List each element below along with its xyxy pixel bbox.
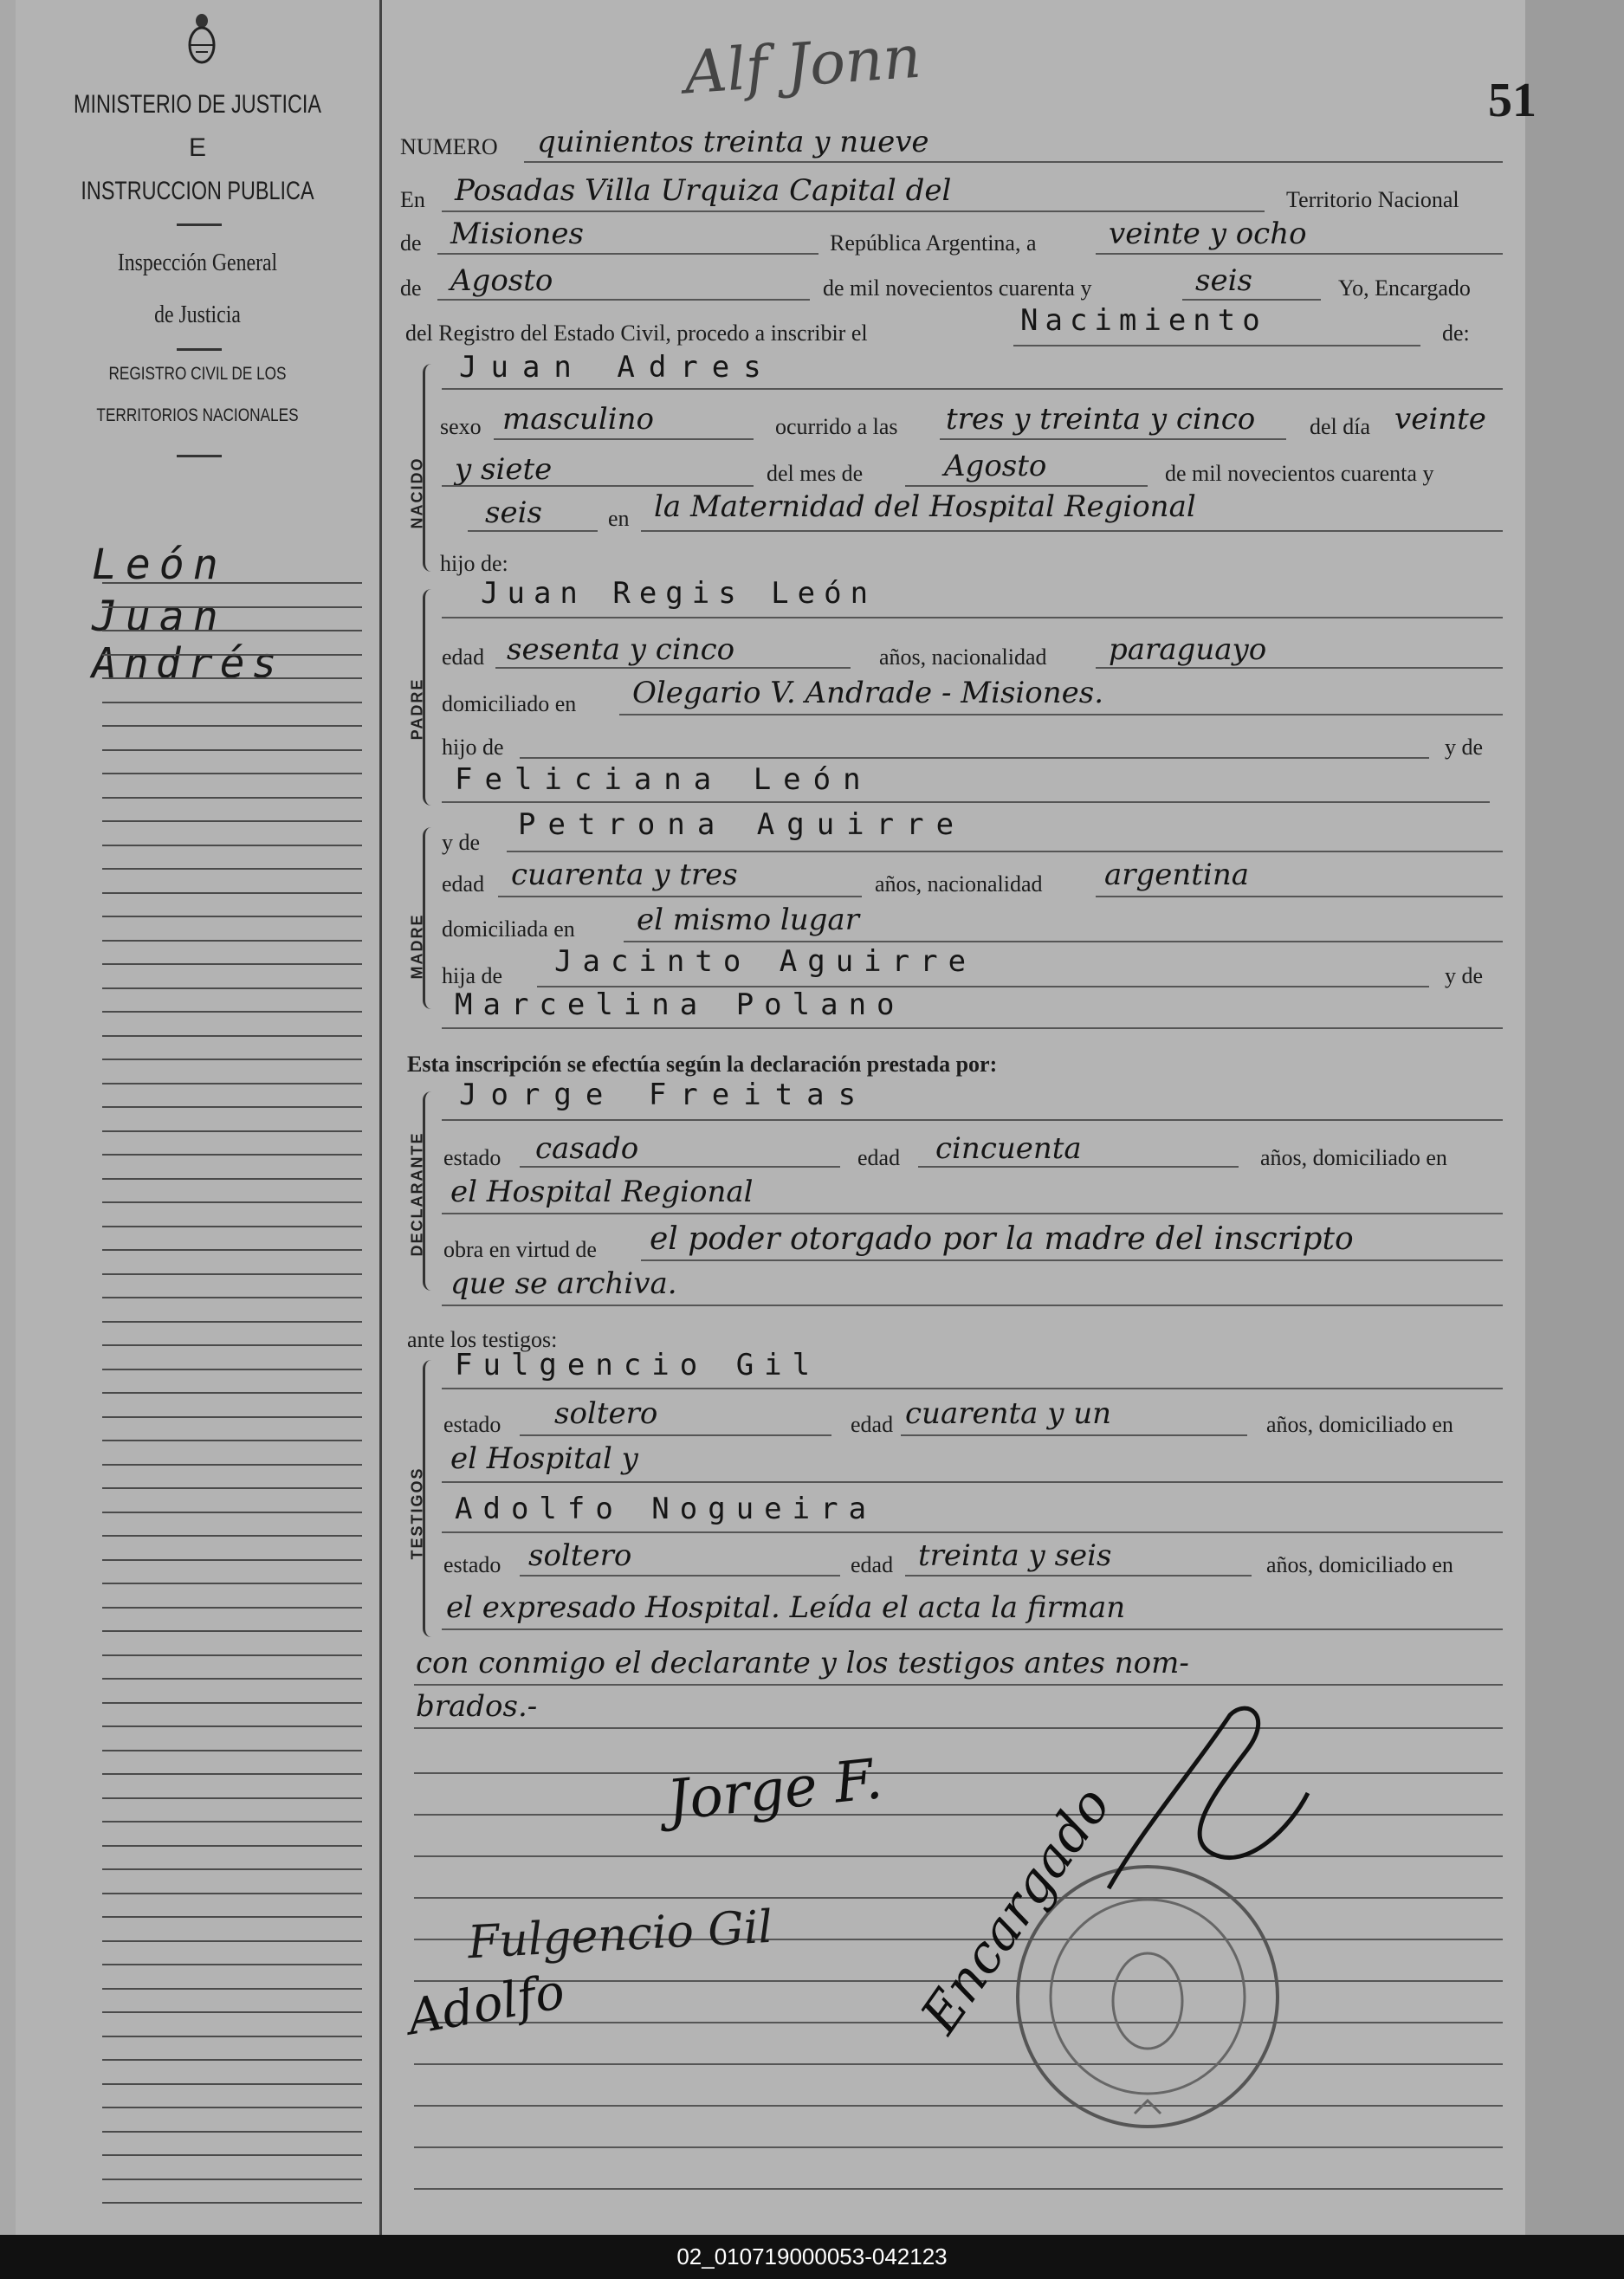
declaracion-intro: Esta inscripción se efectúa según la declaración prestada por:: [407, 1052, 998, 1077]
padre-nombre: Juan Regis León: [481, 576, 877, 611]
rule: [437, 253, 818, 255]
testigo2-edad: treinta y seis: [918, 1538, 1112, 1573]
margin-rule: [102, 749, 362, 751]
signature-rule: [414, 1855, 1503, 1857]
margin-rule: [102, 1011, 362, 1013]
testigos-intro: ante los testigos:: [407, 1327, 558, 1352]
padre-dom-label: domiciliado en: [442, 691, 577, 716]
obra-value-2: que se archiva.: [450, 1266, 677, 1301]
margin-rule: [102, 1964, 362, 1965]
margin-rule: [102, 1893, 362, 1894]
margin-rule: [102, 606, 362, 608]
margin-rule: [102, 1750, 362, 1751]
rule: [414, 1727, 1503, 1729]
margin-rule: [102, 654, 362, 656]
rule: [524, 161, 1503, 163]
rule: [641, 530, 1503, 532]
rule: [901, 1434, 1247, 1436]
padre-nac-label: años, nacionalidad: [879, 644, 1047, 670]
declarante-nombre: Jorge Freitas: [459, 1078, 870, 1112]
declarante-edad-value: cincuenta: [935, 1131, 1082, 1166]
testigos-side-label: TESTIGOS: [408, 1466, 426, 1560]
signature-rule: [414, 1772, 1503, 1774]
cierre-linea-1: con conmigo el declarante y los testigos antes nom-: [416, 1646, 1189, 1680]
testigo2-estado: soltero: [528, 1538, 632, 1573]
madre-nombre: Petrona Aguirre: [518, 807, 967, 842]
rule: [498, 896, 862, 897]
signature-rule: [414, 2063, 1503, 2065]
margin-rule: [102, 2036, 362, 2037]
margin-rule: [102, 1797, 362, 1799]
cierre-linea-2: brados.-: [416, 1689, 538, 1724]
margin-rule: [102, 2131, 362, 2133]
territorio-label: Territorio Nacional: [1286, 187, 1459, 212]
testigo1-dom: el Hospital y: [450, 1441, 638, 1476]
rule: [442, 1119, 1503, 1121]
rule: [507, 851, 1503, 852]
madre-yde-label: y de: [442, 830, 481, 855]
signature-rule: [414, 2188, 1503, 2190]
de2-label: de: [400, 275, 422, 301]
hijo-label: hijo de:: [440, 551, 508, 576]
nacido-nombre: Juan Adres: [459, 350, 775, 385]
margin-rule: [102, 2083, 362, 2085]
margin-rule: [102, 1607, 362, 1609]
margin-rule: [102, 1130, 362, 1132]
margin-rule: [102, 1559, 362, 1561]
margin-rule: [102, 1392, 362, 1394]
margin-rule: [102, 1201, 362, 1203]
margin-name-surname: León: [92, 541, 227, 589]
margin-rule: [102, 820, 362, 822]
margin-rule: [102, 1369, 362, 1370]
margin-rule: [102, 2179, 362, 2180]
inspection-line-2: de Justicia: [154, 301, 241, 328]
margin-rule: [102, 892, 362, 894]
margin-rule: [102, 1725, 362, 1727]
rule: [905, 485, 1148, 487]
margin-rule: [102, 630, 362, 631]
padre-dom-value: Olegario V. Andrade - Misiones.: [632, 676, 1104, 710]
rule: [940, 438, 1286, 440]
margin-rule: [102, 940, 362, 942]
registry-line-2: TERRITORIOS NACIONALES: [96, 405, 299, 425]
margin-rule: [102, 773, 362, 774]
madre-yde2-label: y de: [1445, 963, 1484, 988]
rule: [442, 388, 1503, 390]
nacido-side-label: NACIDO: [408, 456, 426, 529]
margin-rule: [102, 916, 362, 917]
signature-rule: [414, 2105, 1503, 2107]
margin-rule: [102, 963, 362, 965]
sexo-value: masculino: [502, 402, 655, 437]
margin-rule: [102, 1464, 362, 1466]
margin-rule: [102, 845, 362, 846]
margin-rule: [102, 1083, 362, 1084]
margin-rule: [102, 1845, 362, 1847]
de-label: de: [400, 230, 422, 256]
ministry-line-3: INSTRUCCION PUBLICA: [81, 177, 314, 205]
abuela-materna: Marcelina Polano: [455, 987, 905, 1022]
margin-rule: [102, 1440, 362, 1441]
margin-rule: [102, 2059, 362, 2061]
margin-rule: [102, 1344, 362, 1346]
margin-rule: [102, 582, 362, 584]
madre-edad-label: edad: [442, 871, 485, 897]
declarante-estado-label: estado: [443, 1145, 501, 1170]
madre-nac-value: argentina: [1104, 858, 1250, 892]
padre-nac-value: paraguayo: [1109, 632, 1267, 667]
margin-rule: [102, 1535, 362, 1537]
rule: [442, 1027, 1503, 1029]
rule: [437, 299, 810, 301]
dia-value-a: veinte: [1394, 402, 1486, 437]
margin-rule: [102, 2154, 362, 2156]
signature-rule: [414, 1897, 1503, 1899]
padre-edad-label: edad: [442, 644, 485, 670]
en-value: Posadas Villa Urquiza Capital del: [455, 173, 952, 208]
testigo1-dom-label: años, domiciliado en: [1266, 1412, 1453, 1437]
rule: [442, 485, 754, 487]
margin-rule: [102, 1678, 362, 1680]
ocurrido-label: ocurrido a las: [775, 414, 898, 439]
rule: [442, 1531, 1503, 1533]
testigo2-estado-label: estado: [443, 1552, 501, 1577]
rule: [1096, 896, 1503, 897]
divider: [177, 348, 222, 351]
rule: [494, 438, 754, 440]
margin-rule: [102, 1487, 362, 1489]
page-number: 51: [1488, 74, 1537, 127]
margin-rule: [102, 1297, 362, 1298]
hora-value: tres y treinta y cinco: [946, 402, 1256, 437]
margin-rule: [102, 1702, 362, 1704]
margin-rule: [102, 1773, 362, 1775]
territorio-value: Misiones: [450, 217, 584, 251]
margin-rule: [102, 1512, 362, 1513]
rule: [918, 1166, 1239, 1168]
testigo2-nombre: Adolfo Nogueira: [455, 1492, 877, 1526]
madre-edad-value: cuarenta y tres: [511, 858, 738, 892]
republica-label: República Argentina, a: [830, 230, 1037, 256]
testigo1-estado-label: estado: [443, 1412, 501, 1437]
rule: [442, 1481, 1503, 1483]
fecha-mes-value: Agosto: [450, 263, 553, 298]
rule: [520, 1434, 831, 1436]
margin-rule: [102, 1249, 362, 1251]
padre-yde-label: y de: [1445, 735, 1484, 760]
rule: [1182, 299, 1321, 301]
margin-rule: [102, 702, 362, 703]
lugar-value: la Maternidad del Hospital Regional: [654, 489, 1196, 524]
testigo2-dom: el expresado Hospital. Leída el acta la firman: [446, 1590, 1126, 1625]
numero-value: quinientos treinta y nueve: [537, 125, 929, 159]
firma-encargado: Encargado: [909, 1776, 1123, 2045]
testigo1-estado: soltero: [554, 1396, 658, 1431]
rule: [442, 617, 1503, 618]
obra-label: obra en virtud de: [443, 1237, 597, 1262]
padre-hijo-label: hijo de: [442, 735, 504, 760]
testigo1-edad-label: edad: [851, 1412, 894, 1437]
rule: [442, 1213, 1503, 1214]
margin-name-second: Andrés: [92, 639, 284, 688]
firma-testigo-1: Fulgencio Gil: [466, 1900, 774, 1970]
rule: [641, 1259, 1503, 1261]
del-dia-label: del día: [1310, 414, 1371, 439]
margin-rule: [102, 1035, 362, 1037]
numero-label: NUMERO: [400, 134, 498, 159]
rule: [1096, 253, 1503, 255]
abuela-paterna: Feliciana León: [455, 762, 873, 797]
testigo1-edad: cuarenta y un: [905, 1396, 1112, 1431]
year-value: seis: [485, 495, 542, 530]
rule: [1096, 667, 1503, 669]
ministry-line-2: E: [188, 133, 206, 162]
margin-rule: [102, 2107, 362, 2108]
margin-rule: [102, 677, 362, 679]
registro-label: del Registro del Estado Civil, procedo a inscribir el: [405, 320, 868, 346]
madre-side-label: MADRE: [408, 913, 426, 980]
rule: [442, 1388, 1503, 1389]
abuelo-materno: Jacinto Aguirre: [554, 944, 977, 979]
firma-testigo-2: Adolfo: [403, 1963, 569, 2047]
margin-rule: [102, 987, 362, 989]
margin-rule: [102, 797, 362, 799]
signature-rule: [414, 1814, 1503, 1816]
declarante-dom-label: años, domiciliado en: [1260, 1145, 1447, 1170]
tipo-acta-value: Nacimiento: [1020, 303, 1267, 338]
margin-rule: [102, 1630, 362, 1632]
margin-name-first: Juan: [92, 592, 227, 641]
rule: [520, 1575, 840, 1577]
madre-nac-label: años, nacionalidad: [875, 871, 1043, 897]
de3-label: de:: [1442, 320, 1470, 346]
margin-rule: [102, 1226, 362, 1227]
mes-label: del mes de: [767, 461, 864, 486]
margin-rule: [102, 1321, 362, 1323]
testigo1-nombre: Fulgencio Gil: [455, 1348, 821, 1382]
year-label: de mil novecientos cuarenta y: [1165, 461, 1434, 486]
registry-line-1: REGISTRO CIVIL DE LOS: [108, 364, 287, 384]
en-label: en: [608, 506, 630, 531]
margin-rule: [102, 2202, 362, 2204]
rule: [619, 714, 1503, 715]
rule: [442, 1305, 1503, 1306]
year-label: de mil novecientos cuarenta y: [823, 275, 1092, 301]
fecha-year-value: seis: [1195, 263, 1252, 298]
madre-dom-label: domiciliada en: [442, 916, 575, 942]
margin-column: [16, 0, 382, 2235]
margin-rule: [102, 1106, 362, 1108]
madre-hija-label: hija de: [442, 963, 503, 988]
testigo2-dom-label: años, domiciliado en: [1266, 1552, 1453, 1577]
firma-declarante: Jorge F.: [663, 1747, 885, 1834]
rule: [442, 210, 1265, 212]
top-scrawl: Alf Jonn: [682, 23, 923, 108]
rule: [520, 1166, 840, 1168]
margin-rule: [102, 1940, 362, 1942]
divider: [177, 455, 222, 457]
fecha-dia-value: veinte y ocho: [1109, 217, 1307, 251]
dia-value-b: y siete: [455, 452, 553, 487]
margin-rule: [102, 1059, 362, 1060]
coat-of-arms-icon: [187, 12, 217, 66]
rule: [442, 1628, 1503, 1630]
margin-rule: [102, 1416, 362, 1418]
margin-rule: [102, 1178, 362, 1180]
declarante-side-label: DECLARANTE: [408, 1131, 426, 1257]
declarante-estado-value: casado: [535, 1131, 639, 1166]
margin-rule: [102, 1654, 362, 1656]
margin-rule: [102, 2011, 362, 2013]
sexo-label: sexo: [440, 414, 482, 439]
rule: [905, 1575, 1252, 1577]
rule: [520, 757, 1429, 759]
padre-edad-value: sesenta y cinco: [507, 632, 735, 667]
padre-side-label: PADRE: [408, 677, 426, 741]
mes-value: Agosto: [944, 449, 1047, 483]
testigo2-edad-label: edad: [851, 1552, 894, 1577]
divider: [177, 223, 222, 226]
rule: [442, 801, 1490, 803]
ministry-line-1: MINISTERIO DE JUSTICIA: [73, 90, 322, 119]
rule: [1013, 345, 1420, 346]
obra-value: el poder otorgado por la madre del inscripto: [650, 1221, 1354, 1257]
declarante-edad-label: edad: [857, 1145, 901, 1170]
encargado-label: Yo, Encargado: [1338, 275, 1471, 301]
declarante-dom-value: el Hospital Regional: [450, 1175, 754, 1209]
signature-flourish-icon: [1074, 1698, 1334, 1906]
inspection-line-1: Inspección General: [117, 249, 278, 276]
madre-dom-value: el mismo lugar: [637, 903, 859, 937]
rule: [624, 941, 1503, 942]
en-label: En: [400, 187, 425, 212]
signature-rule: [414, 2146, 1503, 2148]
rule: [414, 1684, 1503, 1686]
margin-rule: [102, 868, 362, 870]
margin-rule: [102, 1273, 362, 1275]
margin-rule: [102, 1868, 362, 1870]
rule: [468, 530, 598, 532]
margin-rule: [102, 1154, 362, 1156]
margin-rule: [102, 1583, 362, 1584]
rule: [495, 667, 851, 669]
margin-rule: [102, 1988, 362, 1990]
file-identifier: 02_010719000053-042123: [0, 2235, 1624, 2279]
margin-rule: [102, 725, 362, 727]
margin-rule: [102, 1821, 362, 1823]
margin-rule: [102, 1916, 362, 1918]
page-edge: [1525, 0, 1624, 2235]
